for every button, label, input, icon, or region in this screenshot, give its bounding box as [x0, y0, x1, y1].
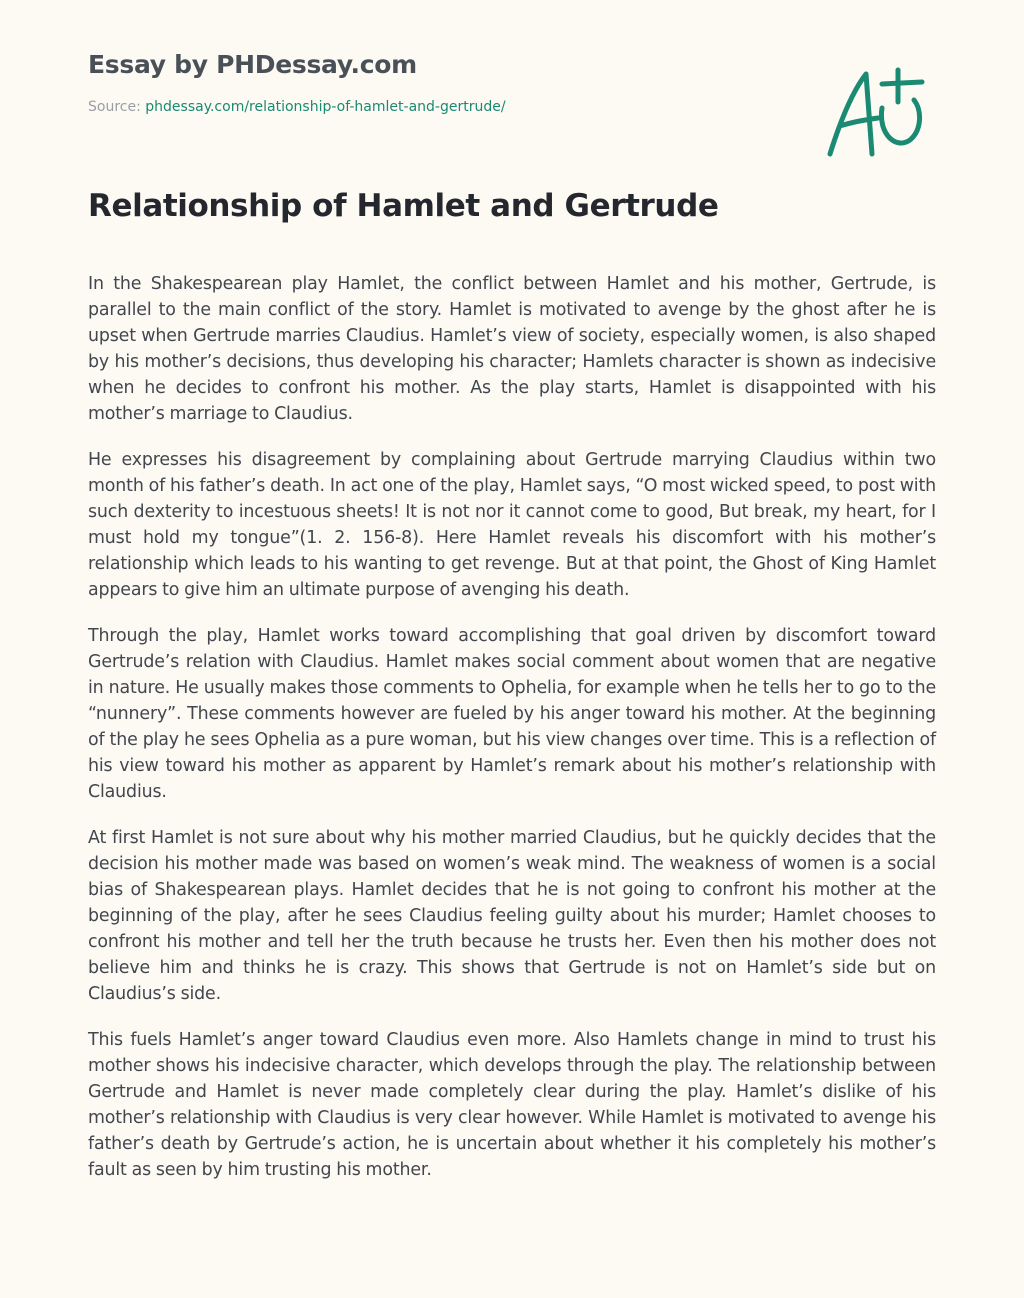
page-title: Relationship of Hamlet and Gertrude [88, 188, 719, 224]
essay-paragraph: In the Shakespearean play Hamlet, the conflict between Hamlet and his mother, Gertrude, is parallel to the main conflict of the story. Hamlet is motivated to avenge by the ghost after he is upset when Gertrude marries Claudius. Hamlet’s view of society, especially women, is also shaped by his mother’s decisions, thus developing his character; Hamlets character is shown as indecisive when he decides to confront his mother. As the play starts, Hamlet is disappointed with his mother’s marriage to Claudius. [88, 274, 936, 424]
page-header [88, 50, 788, 115]
source-label: Source: [88, 99, 146, 115]
a-plus-grade-icon [818, 62, 930, 162]
essay-paragraph: He expresses his disagreement by complaining about Gertrude marrying Claudius within two month of his father’s death. In act one of the play, Hamlet says, “O most wicked speed, to post with such dexterity to incestuous sheets! It is not nor it cannot come to good, But break, my heart, for I must hold my tongue”(1. 2. 156-8). Here Hamlet reveals his discomfort with his mother’s relationship which leads to his wanting to get revenge. But at that point, the Ghost of King Hamlet appears to give him an ultimate purpose of avenging his death. [88, 450, 936, 600]
essay-body [88, 271, 936, 1203]
essay-paragraph: Through the play, Hamlet works toward accomplishing that goal driven by discomfort toward Gertrude’s relation with Claudius. Hamlet makes social comment about women that are negative in nature. He usually makes those comments to Ophelia, for example when he tells her to go to the “nunnery”. These comments however are fueled by his anger toward his mother. At the beginning of the play he sees Ophelia as a pure woman, but his view changes over time. This is a reflection of his view toward his mother as apparent by Hamlet’s remark about his mother’s relationship with Claudius. [88, 626, 936, 802]
essay-paragraph: At first Hamlet is not sure about why his mother married Claudius, but he quickly decides that the decision his mother made was based on women’s weak mind. The weakness of women is a social bias of Shakespearean plays. Hamlet decides that he is not going to confront his mother at the beginning of the play, after he sees Claudius feeling guilty about his murder; Hamlet chooses to confront his mother and tell her the truth because he trusts her. Even then his mother does not believe him and thinks he is crazy. This shows that Gertrude is not on Hamlet’s side but on Claudius’s side. [88, 828, 936, 1004]
essay-paragraph: This fuels Hamlet’s anger toward Claudius even more. Also Hamlets change in mind to trust his mother shows his indecisive character, which develops through the play. The relationship between Gertrude and Hamlet is never made completely clear during the play. Hamlet’s dislike of his mother’s relationship with Claudius is very clear however. While Hamlet is motivated to avenge his father’s death by Gertrude’s action, he is uncertain about whether it his completely his mother’s fault as seen by him trusting his mother. [88, 1030, 936, 1180]
source-link[interactable]: phdessay.com/relationship-of-hamlet-and-gertrude/ [145, 99, 506, 115]
brand-title: Essay by PHDessay.com [88, 50, 417, 79]
source-line [88, 99, 788, 115]
